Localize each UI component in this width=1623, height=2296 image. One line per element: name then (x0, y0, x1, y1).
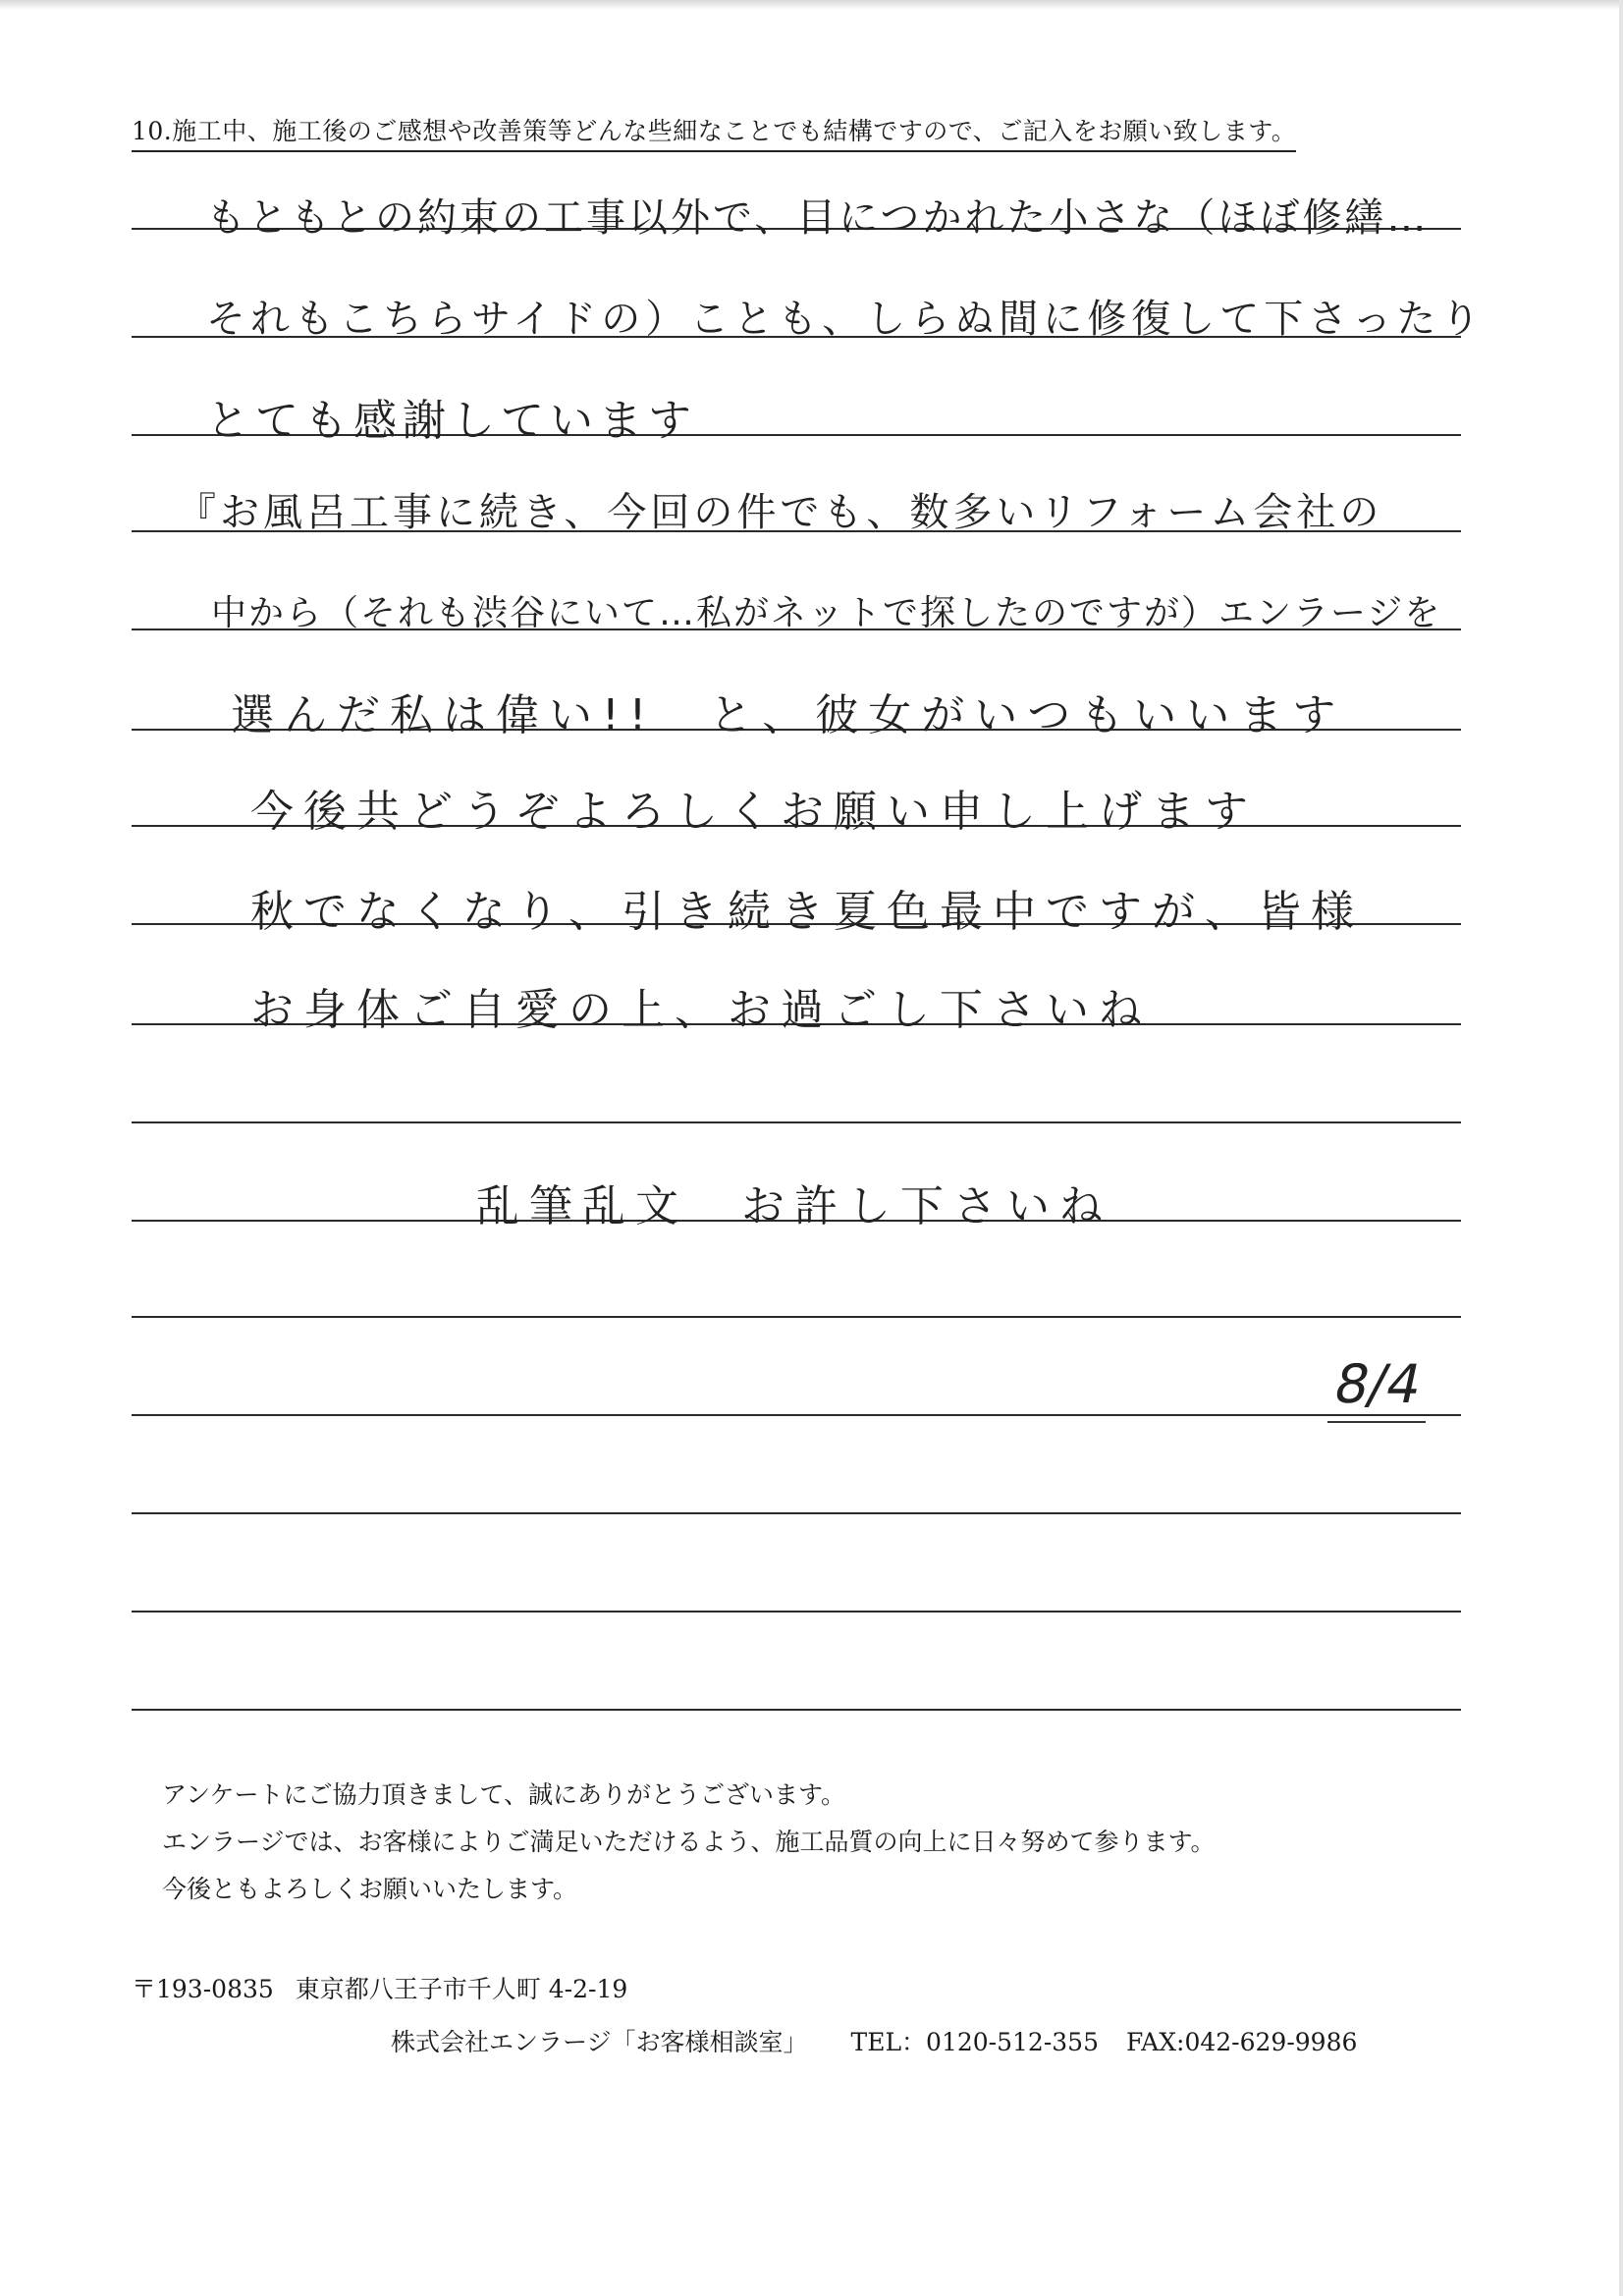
rule-line (132, 1611, 1461, 1613)
handwritten-line: とても感謝しています (206, 396, 697, 446)
rule-line (132, 1121, 1461, 1123)
company-contact-line (391, 2023, 1357, 2058)
handwritten-line: 選んだ私は偉い!! と、彼女がいつもいいます (231, 690, 1346, 740)
street-address: 東京都八王子市千人町 4-2-19 (295, 1975, 628, 2003)
handwritten-line: それもこちらサイドの）ことも、しらぬ間に修復して下さったり (206, 297, 1486, 342)
date-underline (1327, 1421, 1426, 1423)
handwritten-line: 中から（それも渋谷にいて…私がネットで探したのですが）エンラージを (211, 593, 1442, 633)
handwritten-line: 『お風呂工事に続き、今回の件でも、数多いリフォーム会社の (177, 490, 1383, 535)
company-name: 株式会社エンラージ「お客様相談室」 (391, 2028, 808, 2056)
handwritten-closing: 乱筆乱文 お許し下さいね (476, 1181, 1112, 1231)
handwritten-line: 今後共どうぞよろしくお願い申し上げます (250, 787, 1258, 837)
phone-number: TEL：0120-512-355 (850, 2028, 1099, 2056)
handwritten-line: もともとの約束の工事以外で、目につかれた小さな（ほぼ修繕… (206, 195, 1430, 241)
thanks-line: エンラージでは、お客様によりご満足いただけるよう、施工品質の向上に日々努めて参ります。 (162, 1828, 1216, 1856)
thanks-line: アンケートにご協力頂きまして、誠にありがとうございます。 (162, 1780, 846, 1809)
address-line (132, 1970, 627, 2005)
handwritten-date: 8/4 (1328, 1353, 1428, 1415)
scan-right-edge (1619, 0, 1623, 2296)
rule-line (132, 1316, 1461, 1318)
thanks-line: 今後ともよろしくお願いいたします。 (162, 1875, 578, 1903)
postal-code: 〒193-0835 (132, 1975, 274, 2003)
rule-line (132, 1414, 1461, 1416)
fax-number: FAX:042-629-9986 (1126, 2028, 1358, 2056)
rule-line (132, 1512, 1461, 1514)
handwritten-line: 秋でなくなり、引き続き夏色最中ですが、皆様 (250, 887, 1364, 937)
scan-top-edge (0, 0, 1623, 10)
rule-line (132, 1709, 1461, 1711)
survey-question: 10.施工中、施工後のご感想や改善策等どんな些細なことでも結構ですので、ご記入をお願い致します。 (132, 112, 1296, 152)
handwritten-line: お身体ご自愛の上、お過ごし下さいね (250, 985, 1152, 1035)
